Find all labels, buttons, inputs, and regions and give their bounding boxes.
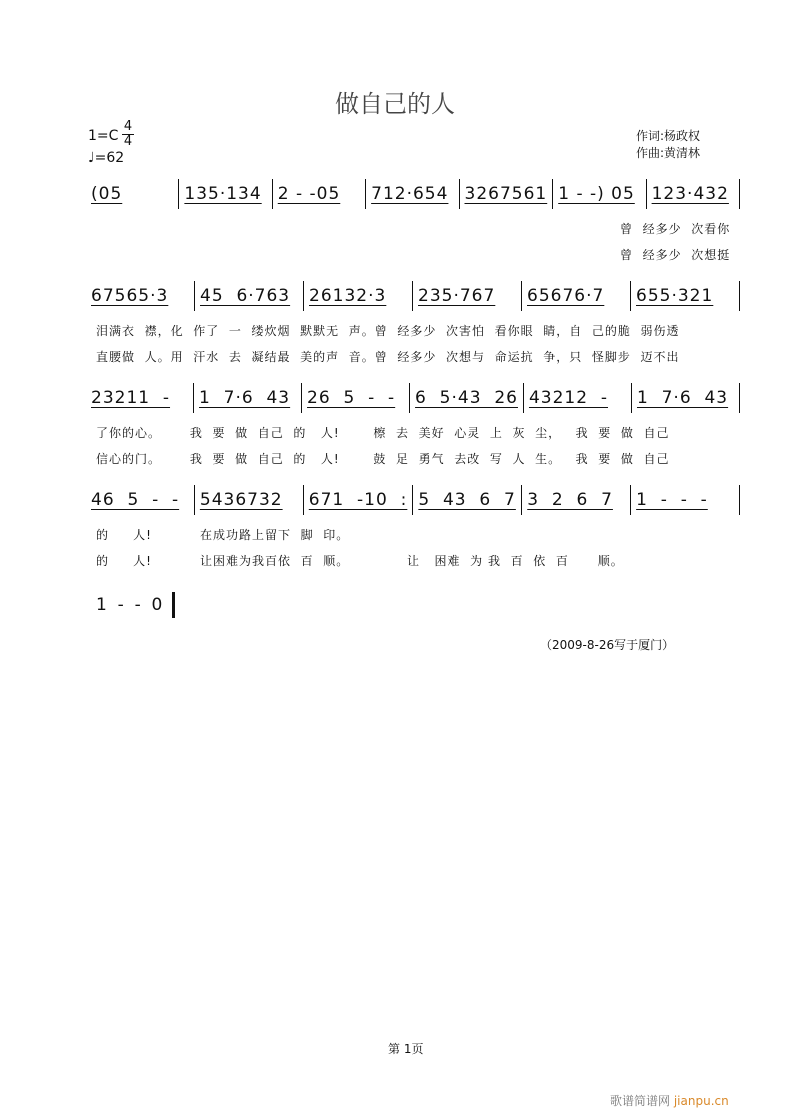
barline <box>739 281 740 311</box>
measure: 26132·3 <box>309 286 387 306</box>
measure: 1 - - - <box>636 490 708 510</box>
credits <box>636 128 700 162</box>
measure: 45 6·763 <box>200 286 291 306</box>
lyric-verse-1: 泪满衣 襟，化 作了 一 缕炊烟 默默无 声。曾 经多少 次害怕 看你眼 睛，自 己的脆 弱伤透 <box>96 324 680 338</box>
time-bottom: 4 <box>123 134 133 149</box>
watermark-en: jianpu.cn <box>673 1094 729 1108</box>
final-barline <box>172 592 175 618</box>
barline <box>739 383 740 413</box>
tempo-marking: ♩=62 <box>88 150 125 166</box>
page-number: 第 1页 <box>388 1042 424 1056</box>
measure: 2 - -05 <box>277 184 341 204</box>
measure: 46 5 - - <box>91 490 180 510</box>
measure: 123·432 <box>651 184 729 204</box>
final-measure <box>96 592 175 618</box>
measure: (05 <box>91 184 123 204</box>
time-top: 4 <box>123 119 133 134</box>
measure: 671 -10 : <box>308 490 408 510</box>
lyric-verse-1: 的 人! 在成功路上留下 脚 印。 <box>96 528 350 542</box>
measure: 135·134 <box>184 184 262 204</box>
music-line <box>86 180 740 208</box>
composer: 作曲:黄清林 <box>636 146 701 160</box>
song-title: 做自己的人 <box>335 90 455 118</box>
measure: 65676·7 <box>527 286 605 306</box>
measure: 67565·3 <box>91 286 169 306</box>
key-signature: 1=C <box>88 128 119 144</box>
watermark <box>610 1092 729 1109</box>
date-note: （2009-8-26写于厦门） <box>540 638 675 652</box>
watermark-cn: 歌谱简谱网 <box>610 1094 671 1108</box>
measure: 43212 - <box>528 388 608 408</box>
time-signature <box>122 120 134 149</box>
measure: 1 7·6 43 <box>199 388 291 408</box>
lyric-verse-2: 直腰做 人。用 汗水 去 凝结最 美的声 音。曾 经多少 次想与 命运抗 争，只 怪脚步 迈不出 <box>96 350 680 364</box>
music-line <box>86 486 740 514</box>
measure: 1 - -) 05 <box>558 184 635 204</box>
lyric-verse-2: 曾 经多少 次想挺 <box>620 248 731 262</box>
measure: 23211 - <box>91 388 171 408</box>
measure: 3267561 <box>464 184 548 204</box>
lyric-verse-1: 了你的心。 我 要 做 自己 的 人! 檫 去 美好 心灵 上 灰 尘， 我 要 做 自己 <box>96 426 670 440</box>
measure: 6 5·43 26 <box>415 388 518 408</box>
lyric-verse-1: 曾 经多少 次看你 <box>620 222 731 236</box>
measure: 26 5 - - <box>307 388 396 408</box>
measure: 235·767 <box>418 286 496 306</box>
measure: 5 43 6 7 <box>418 490 516 510</box>
measure: 3 2 6 7 <box>527 490 613 510</box>
lyric-verse-2: 信心的门。 我 要 做 自己 的 人! 鼓 足 勇气 去改 写 人 生。 我 要 做 自己 <box>96 452 670 466</box>
lyric-verse-2: 的 人! 让困难为我百依 百 顺。 让 困难 为 我 百 依 百 顺。 <box>96 554 624 568</box>
final-notes: 1 - - 0 <box>96 595 163 615</box>
barline <box>739 179 740 209</box>
barline <box>739 485 740 515</box>
lyricist: 作词:杨政权 <box>636 129 701 143</box>
music-line <box>86 282 740 310</box>
measure: 1 7·6 43 <box>636 388 729 408</box>
measure: 655·321 <box>636 286 714 306</box>
music-line <box>86 384 740 412</box>
measure: 5436732 <box>199 490 283 510</box>
measure: 712·654 <box>371 184 449 204</box>
